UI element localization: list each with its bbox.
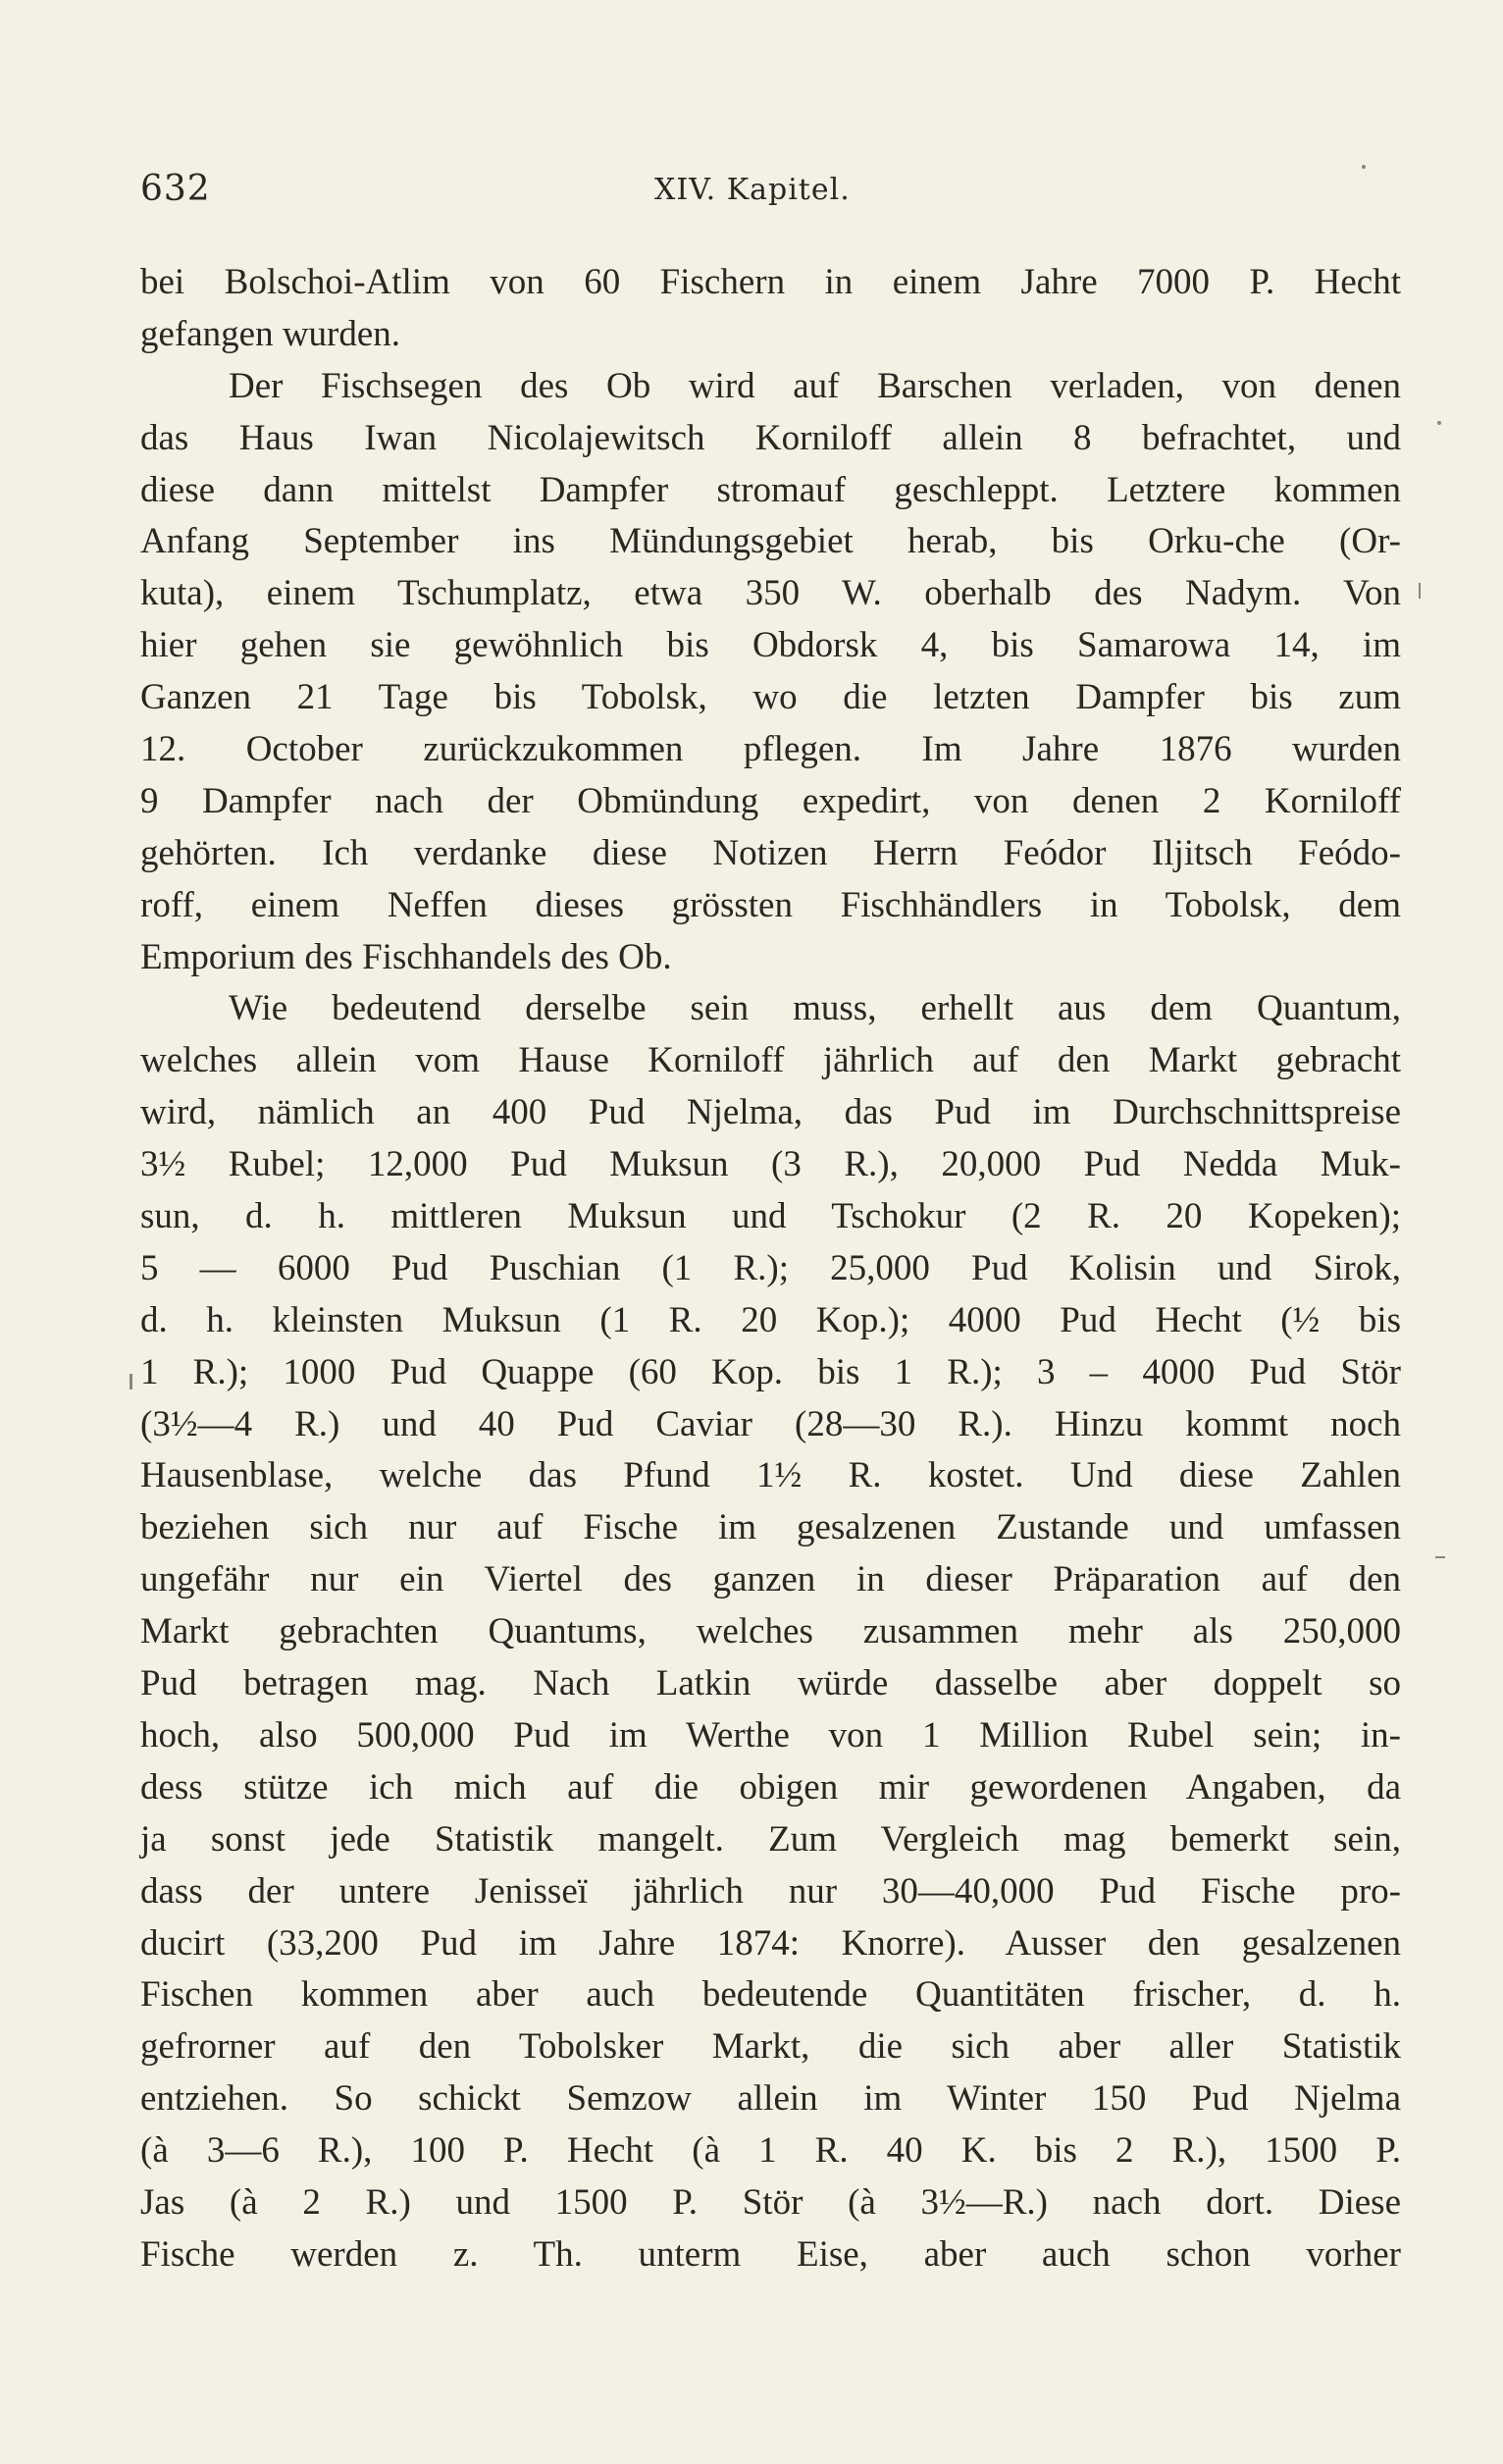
text-line: Der Fischsegen des Ob wird auf Barschen verladen, von denen <box>229 365 1401 406</box>
running-head: XIV. Kapitel. <box>654 173 851 207</box>
scan-speck <box>1362 165 1366 169</box>
scan-speck <box>1437 421 1441 425</box>
text-line: diese dann mittelst Dampfer stromauf geschleppt. Letztere kommen <box>140 469 1401 510</box>
text-line: entziehen. So schickt Semzow allein im Winter 150 Pud Njelma <box>140 2078 1401 2120</box>
text-line: 12. October zurückzukommen pflegen. Im Jahre 1876 wurden <box>140 729 1401 770</box>
text-line: Wie bedeutend derselbe sein muss, erhellt aus dem Quantum, <box>229 988 1401 1029</box>
body-text <box>140 257 1401 2281</box>
text-line: sun, d. h. mittleren Muksun und Tschokur (2 R. 20 Kopeken); <box>140 1196 1401 1237</box>
text-line: dass der untere Jenisseï jährlich nur 30—40,000 Pud Fische pro- <box>140 1870 1401 1912</box>
text-line: Emporium des Fischhandels des Ob. <box>140 936 672 977</box>
text-line: ducirt (33,200 Pud im Jahre 1874: Knorre). Ausser den gesalzenen <box>140 1922 1401 1964</box>
scan-speck <box>1435 1556 1445 1558</box>
scan-speck <box>130 1374 132 1389</box>
text-line: Anfang September ins Mündungsgebiet herab, bis Orku-che (Or- <box>140 521 1401 562</box>
text-line: hoch, also 500,000 Pud im Werthe von 1 Million Rubel sein; in- <box>140 1714 1401 1756</box>
text-line: gefrorner auf den Tobolsker Markt, die sich aber aller Statistik <box>140 2026 1401 2068</box>
text-line: kuta), einem Tschumplatz, etwa 350 W. oberhalb des Nadym. Von <box>140 573 1401 614</box>
text-line: Ganzen 21 Tage bis Tobolsk, wo die letzten Dampfer bis zum <box>140 677 1401 718</box>
text-line: Pud betragen mag. Nach Latkin würde dasselbe aber doppelt so <box>140 1663 1401 1704</box>
text-line: ungefähr nur ein Viertel des ganzen in dieser Präparation auf den <box>140 1559 1401 1600</box>
scan-speck <box>1419 583 1421 599</box>
text-line: beziehen sich nur auf Fische im gesalzenen Zustande und umfassen <box>140 1507 1401 1548</box>
text-line: gefangen wurden. <box>140 313 401 354</box>
text-line: Hausenblase, welche das Pfund 1½ R. kostet. Und diese Zahlen <box>140 1455 1401 1496</box>
text-line: hier gehen sie gewöhnlich bis Obdorsk 4, bis Samarowa 14, im <box>140 625 1401 666</box>
text-line: gehörten. Ich verdanke diese Notizen Herrn Feódor Iljitsch Feódo- <box>140 832 1401 873</box>
text-line: Fischen kommen aber auch bedeutende Quantitäten frischer, d. h. <box>140 1974 1401 2016</box>
page-header <box>140 169 1401 228</box>
text-line: Markt gebrachten Quantums, welches zusammen mehr als 250,000 <box>140 1611 1401 1652</box>
text-line: (3½—4 R.) und 40 Pud Caviar (28—30 R.). Hinzu kommt noch <box>140 1403 1401 1444</box>
text-line: das Haus Iwan Nicolajewitsch Korniloff allein 8 befrachtet, und <box>140 417 1401 458</box>
text-line: wird, nämlich an 400 Pud Njelma, das Pud im Durchschnittspreise <box>140 1092 1401 1133</box>
text-line: 9 Dampfer nach der Obmündung expedirt, von denen 2 Korniloff <box>140 780 1401 821</box>
text-line: ja sonst jede Statistik mangelt. Zum Vergleich mag bemerkt sein, <box>140 1818 1401 1860</box>
text-line: (à 3—6 R.), 100 P. Hecht (à 1 R. 40 K. bis 2 R.), 1500 P. <box>140 2130 1401 2172</box>
text-line: 5 — 6000 Pud Puschian (1 R.); 25,000 Pud Kolisin und Sirok, <box>140 1247 1401 1288</box>
text-line: 1 R.); 1000 Pud Quappe (60 Kop. bis 1 R.); 3 – 4000 Pud Stör <box>140 1351 1401 1392</box>
text-line: Fische werden z. Th. unterm Eise, aber auch schon vorher <box>140 2233 1401 2275</box>
text-line: roff, einem Neffen dieses grössten Fischhändlers in Tobolsk, dem <box>140 884 1401 925</box>
text-line: Jas (à 2 R.) und 1500 P. Stör (à 3½—R.) nach dort. Diese <box>140 2181 1401 2223</box>
text-line: 3½ Rubel; 12,000 Pud Muksun (3 R.), 20,000 Pud Nedda Muk- <box>140 1144 1401 1185</box>
text-line: welches allein vom Hause Korniloff jährlich auf den Markt gebracht <box>140 1040 1401 1081</box>
text-line: d. h. kleinsten Muksun (1 R. 20 Kop.); 4000 Pud Hecht (½ bis <box>140 1299 1401 1340</box>
page-number: 632 <box>140 169 211 209</box>
text-line: bei Bolschoi-Atlim von 60 Fischern in einem Jahre 7000 P. Hecht <box>140 262 1401 302</box>
text-line: dess stütze ich mich auf die obigen mir gewordenen Angaben, da <box>140 1766 1401 1808</box>
